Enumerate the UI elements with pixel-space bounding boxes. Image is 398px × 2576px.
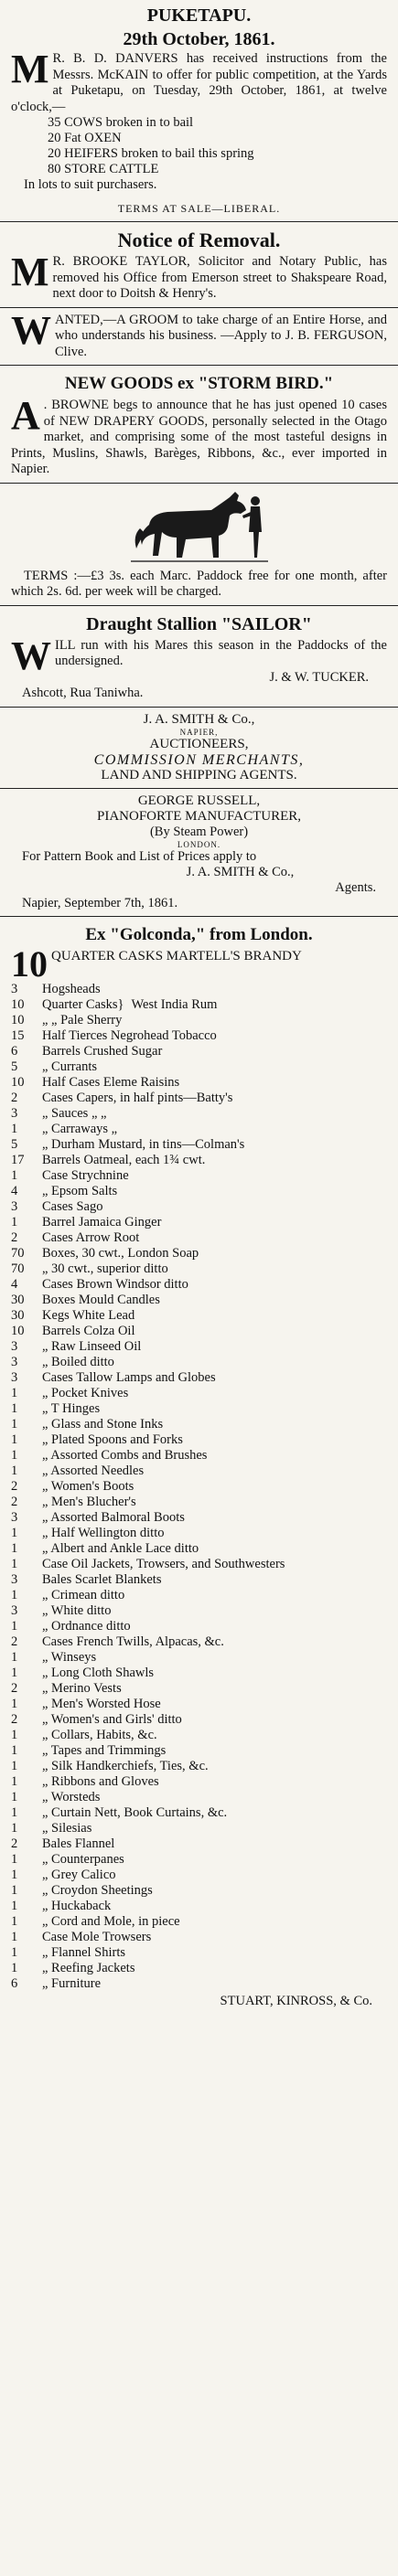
- list-item: [11, 1619, 387, 1634]
- list-item: 80 STORE CATTLE: [48, 162, 159, 176]
- item-qty: 2: [11, 1478, 18, 1494]
- lots-note: In lots to suit purchasers.: [24, 177, 157, 192]
- item-desc: „ Croydon Sheetings: [42, 1882, 153, 1898]
- item-desc: Case Oil Jackets, Trowsers, and Southwesters: [42, 1556, 285, 1571]
- brace-label: West India Rum: [131, 996, 218, 1012]
- lead-qty: 10: [11, 948, 48, 980]
- ad-body: M R. B. D. DANVERS has received instructions from the Messrs. McKAIN to offer for public competition, at the Yards at Puketapu, on Tuesday, 29th October, 1861, at twelve o'clock,—: [11, 47, 387, 114]
- item-qty: 3: [11, 1571, 18, 1587]
- item-qty: 2: [11, 1711, 18, 1727]
- list-item: [11, 1588, 387, 1603]
- divider: [0, 483, 398, 484]
- item-qty: 1: [11, 1696, 18, 1711]
- signature: STUART, KINROSS, & Co.: [220, 1993, 372, 2008]
- list-item: [11, 1277, 387, 1293]
- list-item: [11, 1153, 387, 1168]
- item-desc: Half Cases Eleme Raisins: [42, 1074, 180, 1090]
- signature: J. & W. TUCKER.: [269, 669, 369, 685]
- item-desc: „ Assorted Combs and Brushes: [42, 1447, 208, 1463]
- ad-date: Napier, September 7th, 1861.: [22, 895, 178, 910]
- list-item: [11, 1541, 387, 1557]
- divider: [0, 365, 398, 366]
- list-item: [11, 1448, 387, 1464]
- item-desc: „ Sauces „ „: [42, 1105, 107, 1121]
- item-qty: 1: [11, 1882, 18, 1898]
- list-item: [11, 1059, 387, 1075]
- item-desc: „ Cord and Mole, in piece: [42, 1913, 180, 1929]
- power-note: (By Steam Power): [149, 824, 249, 839]
- item-desc: „ Ordnance ditto: [42, 1618, 131, 1634]
- item-qty: 1: [11, 1121, 18, 1136]
- item-qty: 1: [11, 1851, 18, 1867]
- item-desc: Boxes Mould Candles: [42, 1292, 160, 1307]
- item-qty: 1: [11, 1556, 18, 1571]
- item-qty: 6: [11, 1043, 18, 1059]
- town: NAPIER,: [179, 727, 219, 737]
- location: Ashcott, Rua Taniwha.: [22, 686, 144, 700]
- list-item: [11, 1572, 387, 1588]
- item-desc: „ Half Wellington ditto: [42, 1525, 165, 1540]
- list-item: [11, 1075, 387, 1091]
- list-item: [11, 1836, 387, 1852]
- list-item: [11, 1945, 387, 1961]
- smith-auctioneers-ad: [0, 712, 398, 783]
- drop-cap: M: [11, 250, 49, 294]
- horse-engraving: [131, 488, 268, 565]
- list-item: [11, 1355, 387, 1370]
- item-qty: 1: [11, 1758, 18, 1773]
- item-qty: 3: [11, 1338, 18, 1354]
- item-qty: 1: [11, 1649, 18, 1665]
- item-desc: „ T Hinges: [42, 1400, 101, 1416]
- item-qty: 1: [11, 1742, 18, 1758]
- item-qty: 10: [11, 996, 25, 1012]
- item-qty: 1: [11, 1913, 18, 1929]
- list-item: [11, 1634, 387, 1650]
- item-qty: 15: [11, 1027, 25, 1043]
- item-desc: Quarter Casks: [42, 996, 118, 1012]
- list-item: [11, 1759, 387, 1774]
- item-desc: Cases Arrow Root: [42, 1229, 140, 1245]
- list-item: [11, 1603, 387, 1619]
- stallion-notice: [0, 611, 398, 702]
- divider: [0, 707, 398, 708]
- ad-body: A . BROWNE begs to announce that he has just opened 10 cases of NEW DRAPERY GOODS, personally selected in the Otago market, and comprising some of the most tasteful designs in Prints, Muslins, Shawls, Barèges, Ribbons, &c., ever imported in Napier.: [11, 393, 387, 476]
- item-desc: „ Silk Handkerchiefs, Ties, &c.: [42, 1758, 209, 1773]
- item-qty: 5: [11, 1136, 18, 1152]
- list-item: [11, 1184, 387, 1199]
- item-qty: 1: [11, 1447, 18, 1463]
- item-desc: „ „ Pale Sherry: [42, 1012, 123, 1027]
- list-item: [11, 1790, 387, 1805]
- divider: [0, 788, 398, 789]
- list-item: [11, 1370, 387, 1386]
- item-desc: „ Worsteds: [42, 1789, 101, 1804]
- stallion-terms: TERMS :—£3 3s. each Marc. Paddock free for one month, after which 2s. 6d. per week will be charged.: [11, 568, 387, 599]
- list-item: [11, 1557, 387, 1572]
- item-qty: 3: [11, 1602, 18, 1618]
- list-item: [11, 1106, 387, 1122]
- divider: [0, 916, 398, 917]
- item-qty: 2: [11, 1494, 18, 1509]
- item-qty: 1: [11, 1898, 18, 1913]
- city: LONDON.: [177, 839, 221, 849]
- item-qty: 1: [11, 1525, 18, 1540]
- item-desc: „ Epsom Salts: [42, 1183, 118, 1198]
- item-qty: 70: [11, 1245, 25, 1261]
- item-qty: 1: [11, 1385, 18, 1400]
- stallion-ad: [0, 488, 398, 601]
- list-item: [11, 1510, 387, 1526]
- item-qty: 3: [11, 1105, 18, 1121]
- ad-body: M R. BROOKE TAYLOR, Solicitor and Notary Public, has removed his Office from Emerson street to Shakspeare Road, next door to Doitsh & Henry's.: [11, 250, 387, 301]
- list-item: [11, 1261, 387, 1277]
- item-desc: „ Women's Boots: [42, 1478, 134, 1494]
- item-qty: 3: [11, 1354, 18, 1369]
- item-desc: „ Flannel Shirts: [42, 1944, 126, 1960]
- list-item: [11, 1339, 387, 1355]
- ad-title: Draught Stallion "SAILOR": [86, 613, 312, 634]
- ad-date: 29th October, 1861.: [123, 29, 275, 49]
- item-desc: „ Carraways „: [42, 1121, 118, 1136]
- line-land-shipping: LAND AND SHIPPING AGENTS.: [101, 767, 297, 782]
- drop-cap: M: [11, 47, 49, 91]
- item-desc: „ Plated Spoons and Forks: [42, 1432, 183, 1447]
- item-desc: Kegs White Lead: [42, 1307, 135, 1323]
- list-item: [11, 1821, 387, 1836]
- ad-body: W ANTED,—A GROOM to take charge of an Entire Horse, and who understands his business. —Apply to J. B. FERGUSON, Clive.: [11, 307, 387, 359]
- lead-item: 10 QUARTER CASKS MARTELL'S BRANDY: [11, 948, 302, 980]
- item-qty: 1: [11, 1789, 18, 1804]
- item-desc: „ Durham Mustard, in tins—Colman's: [42, 1136, 245, 1152]
- item-desc: „ Tapes and Trimmings: [42, 1742, 167, 1758]
- item-qty: 1: [11, 1820, 18, 1836]
- item-desc: „ Huckaback: [42, 1898, 112, 1913]
- item-desc: Case Strychnine: [42, 1167, 129, 1183]
- item-qty: 1: [11, 1540, 18, 1556]
- item-desc: „ Furniture: [42, 1975, 102, 1991]
- list-item: [11, 1495, 387, 1510]
- item-qty: 70: [11, 1261, 25, 1276]
- list-item: [11, 1199, 387, 1215]
- item-qty: 10: [11, 1323, 25, 1338]
- list-item: [11, 1681, 387, 1697]
- item-desc: „ White ditto: [42, 1602, 112, 1618]
- item-desc: Bales Scarlet Blankets: [42, 1571, 162, 1587]
- item-desc: Barrels Colza Oil: [42, 1323, 135, 1338]
- drop-cap: A: [11, 393, 40, 438]
- item-desc: „ Assorted Needles: [42, 1463, 145, 1478]
- list-item: [11, 1215, 387, 1230]
- divider: [0, 221, 398, 222]
- item-desc: Cases Sago: [42, 1198, 103, 1214]
- list-item: [11, 1308, 387, 1324]
- list-item: 20 HEIFERS broken to bail this spring: [48, 146, 254, 161]
- item-desc: „ Counterpanes: [42, 1851, 124, 1867]
- item-qty: 1: [11, 1944, 18, 1960]
- item-qty: 2: [11, 1634, 18, 1649]
- list-item: [11, 1961, 387, 1976]
- item-desc: „ 30 cwt., superior ditto: [42, 1261, 168, 1276]
- item-desc: Cases Tallow Lamps and Globes: [42, 1369, 216, 1385]
- item-qty: 2: [11, 1229, 18, 1245]
- list-item: 35 COWS broken in to bail: [48, 115, 194, 130]
- agent-name: J. A. SMITH & Co.,: [186, 864, 295, 879]
- wanted-groom-ad: [0, 307, 398, 361]
- list-item: [11, 1464, 387, 1479]
- list-item: [11, 1805, 387, 1821]
- item-desc: „ Winseys: [42, 1649, 97, 1665]
- item-qty: 1: [11, 1773, 18, 1789]
- list-item: 20 Fat OXEN: [48, 131, 122, 145]
- list-item: [11, 1479, 387, 1495]
- item-desc: Hogsheads: [42, 981, 101, 996]
- list-item: [11, 1743, 387, 1759]
- list-item: [11, 1728, 387, 1743]
- line-commission: COMMISSION MERCHANTS,: [93, 751, 305, 768]
- auction-ad-puketapu: [0, 0, 398, 217]
- item-desc: Bales Flannel: [42, 1836, 115, 1851]
- list-item: [11, 1028, 387, 1044]
- list-item: [11, 1666, 387, 1681]
- item-desc: „ Silesias: [42, 1820, 92, 1836]
- item-qty: 1: [11, 1618, 18, 1634]
- list-item: [11, 1930, 387, 1945]
- list-item: [11, 1650, 387, 1666]
- item-qty: 1: [11, 1587, 18, 1602]
- list-item: [11, 1526, 387, 1541]
- agents-label: Agents.: [335, 879, 376, 895]
- list-item: [11, 1868, 387, 1883]
- item-qty: 5: [11, 1059, 18, 1074]
- item-desc: „ Grey Calico: [42, 1867, 116, 1882]
- item-desc: „ Glass and Stone Inks: [42, 1416, 164, 1432]
- list-item: [11, 1976, 387, 1992]
- item-desc: „ Albert and Ankle Lace ditto: [42, 1540, 199, 1556]
- item-qty: 3: [11, 981, 18, 996]
- divider: [0, 307, 398, 308]
- item-desc: „ Assorted Balmoral Boots: [42, 1509, 185, 1525]
- item-desc: „ Crimean ditto: [42, 1587, 125, 1602]
- item-desc: Boxes, 30 cwt., London Soap: [42, 1245, 199, 1261]
- list-item: [11, 1013, 387, 1028]
- line-auctioneers: AUCTIONEERS,: [149, 736, 249, 751]
- item-qty: 10: [11, 1012, 25, 1027]
- item-qty: 30: [11, 1307, 25, 1323]
- pianoforte-ad: [0, 793, 398, 911]
- item-desc: Half Tierces Negrohead Tobacco: [42, 1027, 217, 1043]
- ad-title: Ex "Golconda," from London.: [85, 924, 313, 944]
- item-qty: 3: [11, 1509, 18, 1525]
- list-item: [11, 1697, 387, 1712]
- item-qty: 1: [11, 1463, 18, 1478]
- item-desc: Cases French Twills, Alpacas, &c.: [42, 1634, 224, 1649]
- list-item: [11, 1293, 387, 1308]
- livestock-list: [11, 115, 387, 177]
- ad-title: NEW GOODS ex "STORM BIRD.": [64, 374, 334, 393]
- item-desc: „ Pocket Knives: [42, 1385, 129, 1400]
- item-qty: 2: [11, 1680, 18, 1696]
- item-qty: 1: [11, 1804, 18, 1820]
- item-desc: „ Boiled ditto: [42, 1354, 114, 1369]
- item-desc: „ Long Cloth Shawls: [42, 1665, 155, 1680]
- list-item: [11, 1417, 387, 1432]
- apply-note: For Pattern Book and List of Prices apply to: [22, 848, 257, 864]
- list-item: [11, 1122, 387, 1137]
- item-qty: 1: [11, 1665, 18, 1680]
- item-qty: 30: [11, 1292, 25, 1307]
- ad-place: PUKETAPU.: [146, 5, 252, 26]
- list-item: 10 Quarter Casks } West India Rum: [11, 996, 218, 1012]
- ad-body: W ILL run with his Mares this season in the Paddocks of the undersigned.: [11, 633, 387, 678]
- item-qty: 6: [11, 1975, 18, 1991]
- terms: TERMS AT SALE—LIBERAL.: [117, 202, 281, 215]
- list-item: [11, 1091, 387, 1106]
- firm-name: J. A. SMITH & Co.,: [143, 711, 255, 727]
- new-goods-ad: [0, 370, 398, 478]
- item-desc: Cases Brown Windsor ditto: [42, 1276, 188, 1292]
- item-desc: „ Men's Worsted Hose: [42, 1696, 161, 1711]
- item-desc: Case Mole Trowsers: [42, 1929, 152, 1944]
- item-qty: 1: [11, 1960, 18, 1975]
- list-item: [11, 1230, 387, 1246]
- list-item: [11, 1914, 387, 1930]
- list-item: [11, 1324, 387, 1339]
- item-qty: 1: [11, 1416, 18, 1432]
- item-qty: 4: [11, 1183, 18, 1198]
- list-item: [11, 1883, 387, 1899]
- item-qty: 1: [11, 1727, 18, 1742]
- list-item: [11, 1044, 387, 1059]
- divider: [0, 605, 398, 606]
- item-qty: 1: [11, 1432, 18, 1447]
- maker-trade: PIANOFORTE MANUFACTURER,: [96, 808, 301, 824]
- item-desc: „ Raw Linseed Oil: [42, 1338, 142, 1354]
- item-desc: „ Women's and Girls' ditto: [42, 1711, 182, 1727]
- golconda-goods-ad: [0, 921, 398, 2009]
- item-qty: 1: [11, 1167, 18, 1183]
- item-desc: „ Collars, Habits, &c.: [42, 1727, 157, 1742]
- item-qty: 2: [11, 1836, 18, 1851]
- item-qty: 2: [11, 1090, 18, 1105]
- drop-cap: W: [11, 633, 51, 678]
- goods-list: [11, 982, 387, 1992]
- item-qty: 4: [11, 1276, 18, 1292]
- list-item: [11, 1137, 387, 1153]
- item-qty: 10: [11, 1074, 25, 1090]
- list-item: [11, 1774, 387, 1790]
- list-item: [11, 1168, 387, 1184]
- item-desc: „ Ribbons and Gloves: [42, 1773, 159, 1789]
- item-desc: Cases Capers, in half pints—Batty's: [42, 1090, 233, 1105]
- item-desc: „ Men's Blucher's: [42, 1494, 136, 1509]
- list-item: [11, 1246, 387, 1261]
- list-item: [11, 1386, 387, 1401]
- item-qty: 3: [11, 1198, 18, 1214]
- item-qty: 1: [11, 1929, 18, 1944]
- item-desc: Barrel Jamaica Ginger: [42, 1214, 162, 1229]
- item-desc: „ Curtain Nett, Book Curtains, &c.: [42, 1804, 228, 1820]
- item-qty: 17: [11, 1152, 25, 1167]
- item-desc: „ Currants: [42, 1059, 97, 1074]
- item-qty: 1: [11, 1214, 18, 1229]
- list-item: [11, 982, 387, 997]
- list-item: [11, 1712, 387, 1728]
- list-item: [11, 1899, 387, 1914]
- item-qty: 3: [11, 1369, 18, 1385]
- list-item: [11, 1401, 387, 1417]
- item-qty: 1: [11, 1400, 18, 1416]
- item-qty: 1: [11, 1867, 18, 1882]
- list-item: [11, 1852, 387, 1868]
- removal-notice: [0, 227, 398, 303]
- item-desc: „ Merino Vests: [42, 1680, 122, 1696]
- item-desc: Barrels Oatmeal, each 1¾ cwt.: [42, 1152, 206, 1167]
- ad-title: Notice of Removal.: [117, 229, 281, 251]
- item-desc: Barrels Crushed Sugar: [42, 1043, 163, 1059]
- list-item: [11, 1432, 387, 1448]
- drop-cap: W: [11, 307, 51, 353]
- maker-name: GEORGE RUSSELL,: [137, 793, 261, 808]
- item-desc: „ Reefing Jackets: [42, 1960, 135, 1975]
